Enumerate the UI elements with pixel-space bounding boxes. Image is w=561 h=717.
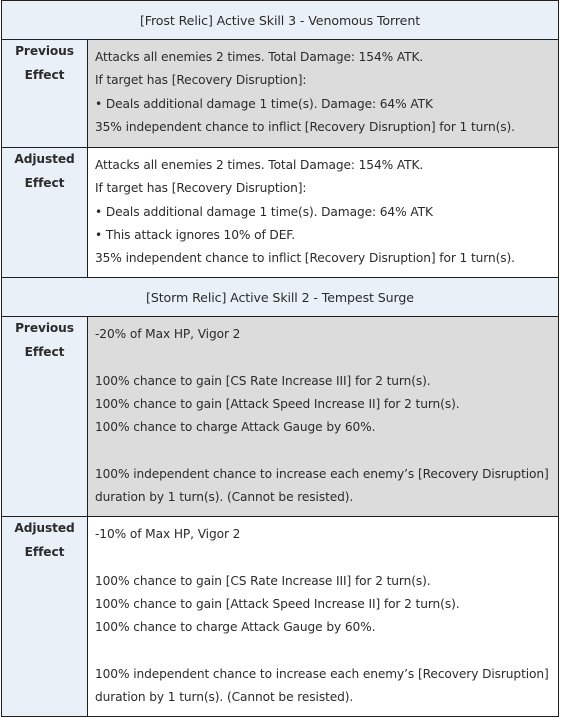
blank-line: [95, 546, 551, 569]
row-label-line: Effect: [24, 544, 65, 559]
effect-line: duration by 1 turn(s). (Cannot be resisted).: [95, 690, 354, 705]
effect-line: If target has [Recovery Disruption]:: [95, 73, 307, 88]
blank-line: [95, 346, 551, 369]
effect-line: 100% chance to gain [Attack Speed Increase II] for 2 turn(s).: [95, 596, 460, 611]
effect-line: 100% chance to gain [CS Rate Increase III] for 2 turn(s).: [95, 373, 431, 388]
effect-line: Attacks all enemies 2 times. Total Damage: 154% ATK.: [95, 50, 424, 64]
effect-line: -10% of Max HP, Vigor 2: [95, 527, 241, 541]
effect-line: 100% independent chance to increase each enemy’s [Recovery Disruption]: [95, 466, 549, 481]
effect-text: [88, 148, 559, 278]
effect-line: 100% independent chance to increase each enemy’s [Recovery Disruption]: [95, 666, 549, 681]
effect-line: • This attack ignores 10% of DEF.: [95, 227, 296, 242]
section-title: [Frost Relic] Active Skill 3 - Venomous Torrent: [2, 1, 559, 40]
row-label: [2, 148, 88, 278]
previous-effect-row: [2, 317, 559, 517]
section-title: [Storm Relic] Active Skill 2 - Tempest Surge: [2, 278, 559, 317]
effect-line: duration by 1 turn(s). (Cannot be resisted).: [95, 490, 354, 505]
row-label-line: Adjusted: [14, 152, 75, 166]
row-label-line: Previous: [15, 44, 74, 58]
blank-line: [95, 639, 551, 662]
row-label-line: Effect: [24, 344, 65, 359]
row-label-line: Adjusted: [14, 521, 75, 535]
row-label: [2, 40, 88, 148]
adjusted-effect-row: [2, 517, 559, 717]
effect-line: 100% chance to gain [Attack Speed Increase II] for 2 turn(s).: [95, 396, 460, 411]
effect-text: [88, 317, 559, 517]
row-label-line: Effect: [24, 67, 65, 82]
effect-line: -20% of Max HP, Vigor 2: [95, 327, 241, 341]
row-label: [2, 317, 88, 517]
effect-line: 35% independent chance to inflict [Recovery Disruption] for 1 turn(s).: [95, 119, 515, 134]
row-label: [2, 517, 88, 717]
row-label-line: Effect: [24, 175, 65, 190]
row-label-line: Previous: [15, 321, 74, 335]
effect-text: [88, 40, 559, 148]
section-header-row: [2, 1, 559, 40]
effect-line: 100% chance to gain [CS Rate Increase III] for 2 turn(s).: [95, 573, 431, 588]
effect-line: 100% chance to charge Attack Gauge by 60%.: [95, 420, 376, 435]
section-header-row: [2, 278, 559, 317]
effect-line: 35% independent chance to inflict [Recovery Disruption] for 1 turn(s).: [95, 251, 515, 266]
skill-change-table: [1, 0, 559, 717]
effect-line: 100% chance to charge Attack Gauge by 60%.: [95, 620, 376, 635]
blank-line: [95, 439, 551, 462]
previous-effect-row: [2, 40, 559, 148]
effect-line: • Deals additional damage 1 time(s). Damage: 64% ATK: [95, 96, 433, 111]
effect-line: • Deals additional damage 1 time(s). Damage: 64% ATK: [95, 204, 433, 219]
effect-line: If target has [Recovery Disruption]:: [95, 181, 307, 196]
effect-line: Attacks all enemies 2 times. Total Damage: 154% ATK.: [95, 158, 424, 172]
adjusted-effect-row: [2, 148, 559, 278]
effect-text: [88, 517, 559, 717]
